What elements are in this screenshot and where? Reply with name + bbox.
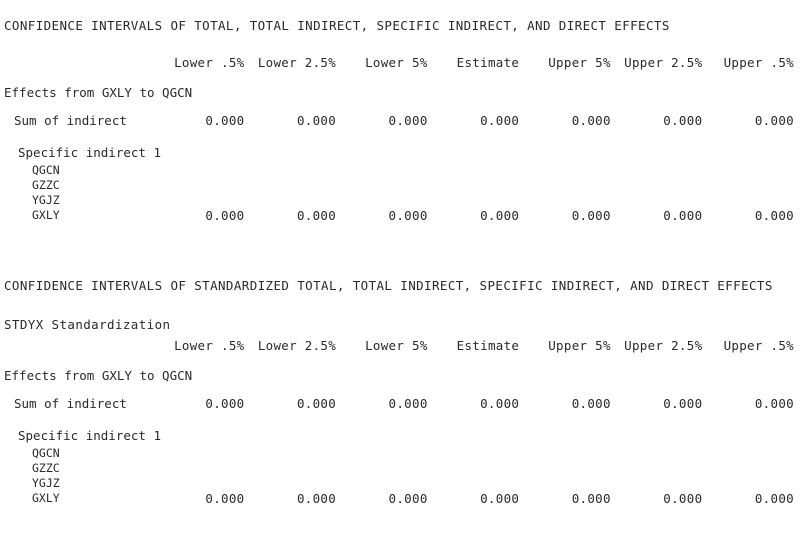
sum-of-indirect-upper-05: 0.000: [754, 113, 794, 128]
section2-effects-heading: Effects from GXLY to QGCN: [4, 368, 193, 383]
specific-indirect-upper-05: 0.000: [754, 208, 794, 223]
section1-effects-heading: Effects from GXLY to QGCN: [4, 85, 193, 100]
table-row: [4, 394, 794, 414]
sum-of-indirect-lower-05: 0.000: [205, 113, 245, 128]
spacer: [4, 356, 794, 366]
section1-title: CONFIDENCE INTERVALS OF TOTAL, TOTAL INDIRECT, SPECIFIC INDIRECT, AND DIRECT EFFECTS: [4, 18, 670, 33]
specific-indirect-final-label: GXLY: [32, 208, 60, 222]
section-standardized: [0, 278, 800, 506]
column-header-upper-25: Upper 2.5%: [624, 338, 703, 353]
column-header-lower-25: Lower 2.5%: [257, 55, 337, 70]
specific-indirect-lower-5: 0.000: [388, 491, 428, 506]
sum-of-indirect-upper-5: 0.000: [571, 113, 611, 128]
specific-indirect-upper-05: 0.000: [754, 491, 794, 506]
specific-indirect-heading-row: [4, 426, 794, 446]
specific-indirect-lower-25: 0.000: [296, 208, 337, 223]
sum-of-indirect-upper-25: 0.000: [663, 396, 703, 411]
sum-of-indirect-estimate: 0.000: [480, 396, 520, 411]
column-header-upper-05: Upper .5%: [723, 338, 794, 353]
spacer: [4, 386, 794, 394]
sum-of-indirect-lower-5: 0.000: [388, 396, 428, 411]
specific-indirect-upper-25: 0.000: [663, 208, 703, 223]
spacer: [4, 73, 794, 83]
column-header-lower-05: Lower .5%: [174, 55, 245, 70]
table-row: [4, 476, 794, 491]
sum-of-indirect-lower-25: 0.000: [296, 396, 337, 411]
column-header-lower-5: Lower 5%: [365, 55, 428, 70]
table-row: [4, 208, 794, 223]
section1-effects-heading-row: [4, 83, 794, 103]
column-header-upper-5: Upper 5%: [548, 55, 611, 70]
sum-of-indirect-upper-5: 0.000: [571, 396, 611, 411]
sum-of-indirect-upper-05: 0.000: [754, 396, 794, 411]
specific-indirect-label: Specific indirect 1: [18, 428, 161, 443]
sum-of-indirect-lower-25: 0.000: [296, 113, 337, 128]
column-header-blank: [4, 336, 153, 356]
column-header-upper-5: Upper 5%: [548, 338, 611, 353]
specific-indirect-lower-05: 0.000: [205, 491, 245, 506]
table-row: [4, 163, 794, 178]
table-row: [4, 111, 794, 131]
column-header-lower-05: Lower .5%: [174, 338, 245, 353]
specific-indirect-label: Specific indirect 1: [18, 145, 161, 160]
column-header-estimate: Estimate: [456, 338, 520, 353]
specific-indirect-upper-5: 0.000: [571, 491, 611, 506]
specific-indirect-upper-5: 0.000: [571, 208, 611, 223]
table-row: [4, 446, 794, 461]
specific-indirect-path-0: QGCN: [32, 163, 60, 177]
standardization-label: STDYX Standardization: [4, 317, 171, 332]
column-header-upper-25: Upper 2.5%: [624, 55, 703, 70]
sum-of-indirect-lower-05: 0.000: [205, 396, 245, 411]
sum-of-indirect-label: Sum of indirect: [14, 113, 127, 128]
sum-of-indirect-upper-25: 0.000: [663, 113, 703, 128]
table-row: [4, 461, 794, 476]
section1-column-headers: [4, 53, 794, 73]
section2-column-headers: [4, 336, 794, 356]
table-row: [4, 491, 794, 506]
section2-table: [4, 336, 794, 506]
section2-title: CONFIDENCE INTERVALS OF STANDARDIZED TOTAL, TOTAL INDIRECT, SPECIFIC INDIRECT, AND DIRECT EFFECTS: [4, 278, 773, 293]
specific-indirect-lower-25: 0.000: [296, 491, 337, 506]
section1-table: [4, 53, 794, 223]
specific-indirect-estimate: 0.000: [480, 208, 520, 223]
specific-indirect-estimate: 0.000: [480, 491, 520, 506]
section2-effects-heading-row: [4, 366, 794, 386]
column-header-estimate: Estimate: [456, 55, 520, 70]
specific-indirect-final-label: GXLY: [32, 491, 60, 505]
table-row: [4, 178, 794, 193]
spacer: [4, 103, 794, 111]
specific-indirect-path-2: YGJZ: [32, 193, 60, 207]
column-header-lower-25: Lower 2.5%: [257, 338, 337, 353]
specific-indirect-lower-5: 0.000: [388, 208, 428, 223]
specific-indirect-path-2: YGJZ: [32, 476, 60, 490]
specific-indirect-path-1: GZZC: [32, 178, 60, 192]
sum-of-indirect-estimate: 0.000: [480, 113, 520, 128]
spacer: [4, 131, 794, 143]
specific-indirect-upper-25: 0.000: [663, 491, 703, 506]
spacer: [4, 414, 794, 426]
sum-of-indirect-label: Sum of indirect: [14, 396, 127, 411]
specific-indirect-path-0: QGCN: [32, 446, 60, 460]
specific-indirect-heading-row: [4, 143, 794, 163]
table-row: [4, 193, 794, 208]
column-header-blank: [4, 53, 153, 73]
column-header-lower-5: Lower 5%: [365, 338, 428, 353]
specific-indirect-lower-05: 0.000: [205, 208, 245, 223]
sum-of-indirect-lower-5: 0.000: [388, 113, 428, 128]
specific-indirect-path-1: GZZC: [32, 461, 60, 475]
column-header-upper-05: Upper .5%: [723, 55, 794, 70]
section-unstandardized: [0, 18, 800, 223]
